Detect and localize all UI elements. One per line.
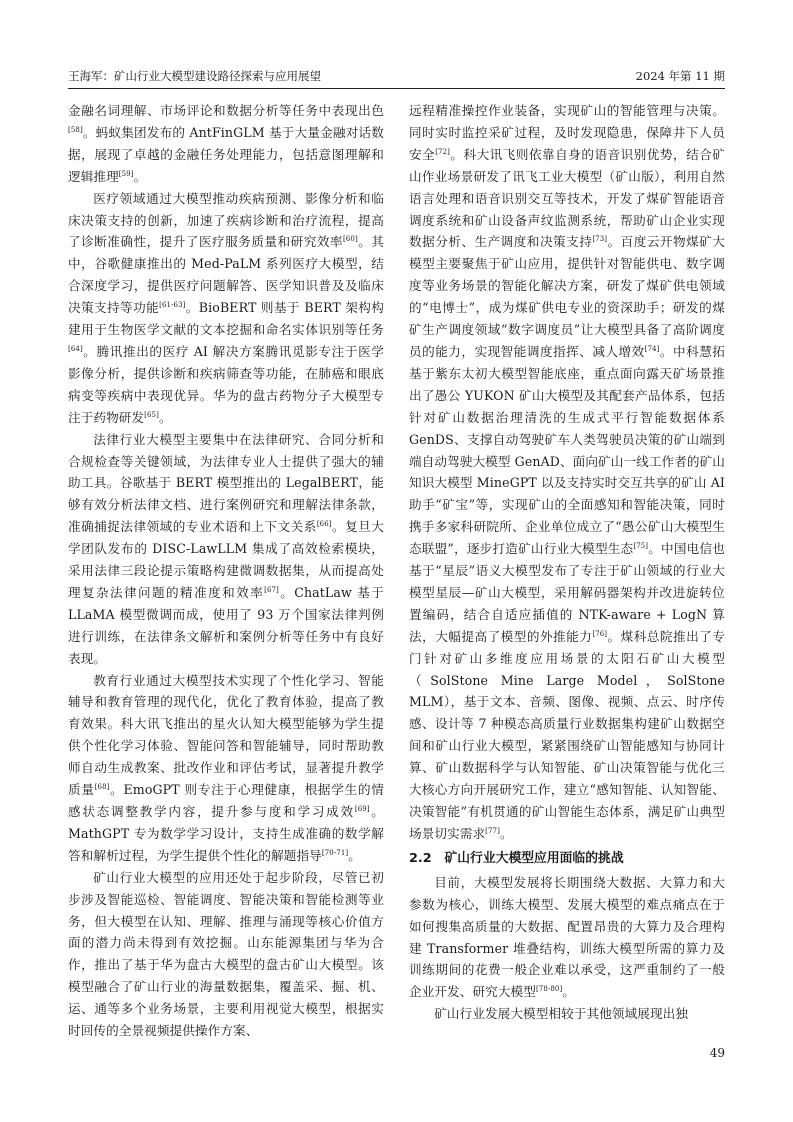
right-column — [409, 100, 725, 1025]
header-article-title: 王海军：矿山行业大模型建设路径探索与应用展望 — [68, 69, 321, 83]
paragraph: 目前，大模型发展将长期围绕大数据、大算力和大参数为核心，训练大模型、发展大模型的难点痛点在于如何搜集高质量的大数据、配置昂贵的大算力及合理构建 Transformer 堆叠结构，训练大模型所需的算力及训练期间的花费一般企业难以承受，这严重制约了一般企业开发、研究大模型[78-80]。 — [409, 874, 725, 1000]
paragraph: 医疗领域通过大模型推动疾病预测、影像分析和临床决策支持的创新，加速了疾病诊断和治疗流程，提高了诊断准确性，提升了医疗服务质量和研究效率[60]。其中，谷歌健康推出的 Med-PaLM 系列医疗大模型，结合深度学习，提供医疗问题解答、医学知识普及及临床决策支持等功能[61-63]。BioBERT 则基于 BERT 架构构建用于生物医学文献的文本挖掘和命名实体识别等任务[64]。腾讯推出的医疗 AI 解决方案腾讯觅影专注于医学影像分析，提供诊断和疾病筛查等功能，在肺癌和眼底病变等疾病中表现优异。华为的盘古药物分子大模型专注于药物研发[65]。 — [68, 190, 384, 425]
section-heading: 2.2 矿山行业大模型应用面临的挑战 — [409, 850, 624, 866]
paragraph: 矿山行业大模型的应用还处于起步阶段，尽管已初步涉及智能巡检、智能调度、智能决策和智能检测等业务，但大模型在认知、理解、推理与涌现等核心价值方面的潜力尚未得到有效挖掘。山东能源集团与华为合作，推出了基于华为盘古大模型的盘古矿山大模型。该模型融合了矿山行业的海量数据集，覆盖采、掘、机、运、通等多个业务场景，主要利用视觉大模型，根据实时回传的全景视频提供操作方案、 — [68, 869, 384, 1039]
paragraph: 金融名词理解、市场评论和数据分析等任务中表现出色[58]。蚂蚁集团发布的 AntFinGLM 基于大量金融对话数据，展现了卓越的金融任务处理能力，包括意图理解和逻辑推理[59]。 — [68, 103, 384, 184]
paragraph: 法律行业大模型主要集中在法律研究、合同分析和合规检查等关键领域，为法律专业人士提供了强大的辅助工具。谷歌基于 BERT 模型推出的 LegalBERT，能够有效分析法律文档、进行案例研究和理解法律条款，准确捕捉法律领域的专业术语和上下文关系[66]。复旦大学团队发布的 DISC-LawLLM 集成了高效检索模块，采用法律三段论提示策略构建微调数据集，从而提高处理复杂法律问题的精准度和效率[67]。ChatLaw 基于 LLaMA 模型微调而成，使用了 93 万个国家法律判例进行训练，在法律条文解析和案例分析等任务中有良好表现。 — [68, 431, 384, 666]
header-rule — [68, 88, 725, 89]
paragraph: 矿山行业发展大模型相较于其他领域展现出独 — [434, 1006, 689, 1022]
left-column — [68, 100, 384, 1042]
running-header — [68, 66, 725, 86]
header-issue: 2024 年第 11 期 — [635, 69, 725, 83]
page-number: 49 — [709, 1046, 725, 1060]
paragraph: 远程精准操控作业装备，实现矿山的智能管理与决策。同时实时监控采矿过程，及时发现隐患，保障井下人员安全[72]。科大讯飞则依靠自身的语音识别优势，结合矿山作业场景研发了讯飞工业大模型（矿山版），利用自然语言处理和语音识别交互等技术，开发了煤矿智能语音调度系统和矿山设备声纹监测系统，帮助矿山企业实现数据分析、生产调度和决策支持[73]。百度云开物煤矿大模型主要聚焦于矿山应用，提供针对智能供电、数字调度等业务场景的智能化解决方案，研发了煤矿供电领域的“电博士”，成为煤矿供电专业的资深助手；研发的煤矿生产调度领域“数字调度员”让大模型具备了高阶调度员的能力，实现智能调度指挥、减人增效[74]。中科慧拓基于紫东太初大模型智能底座，重点面向露天矿场景推出了愚公 YUKON 矿山大模型及其配套产品体系，包括针对矿山数据治理清洗的生成式平行智能数据体系 GenDS、支撑自动驾驶矿车人类驾驶员决策的矿山端到端自动驾驶大模型 GenAD、面向矿山一线工作者的矿山知识大模型 MineGPT 以及支持实时交互共享的矿山 AI 助手“矿宝”等，实现矿山的全面感知和智能决策，同时携手多家科研院所、企业单位成立了“愚公矿山大模型生态联盟”，逐步打造矿山行业大模型生态[75]。中国电信也基于“星辰”语义大模型发布了专注于矿山领域的行业大模型星辰—矿山大模型，采用解码器架构并改进旋转位置编码，结合自适应插值的 NTK-aware + LogN 算法，大幅提高了模型的外推能力[76]。煤科总院推出了专门针对矿山多维度应用场景的太阳石矿山大模型（SolStone Mine Large Model，SolStone MLM），基于文本、音频、图像、视频、点云、时序传感、设计等 7 种模态高质量行业数据集构建矿山数据空间和矿山行业大模型，紧紧围绕矿山智能感知与协同计算、矿山数据科学与认知智能、矿山决策智能与优化三大核心方向开展研究工作，建立“感知智能、认知智能、决策智能”有机贯通的矿山智能生态体系，满足矿山典型场景切实需求[77]。 — [409, 103, 725, 841]
paragraph: 教育行业通过大模型技术实现了个性化学习、智能辅导和教育管理的现代化，优化了教育体验，提高了教育效果。科大讯飞推出的星火认知大模型能够为学生提供个性化学习体验、智能问答和智能辅导，同时帮助教师自动生成教案、批改作业和评估考试，显著提升教学质量[68]。EmoGPT 则专注于心理健康，根据学生的情感状态调整教学内容，提升参与度和学习成效[69]。MathGPT 专为数学学习设计，支持生成准确的数学解答和解析过程，为学生提供个性化的解题指导[70-71]。 — [68, 672, 384, 863]
